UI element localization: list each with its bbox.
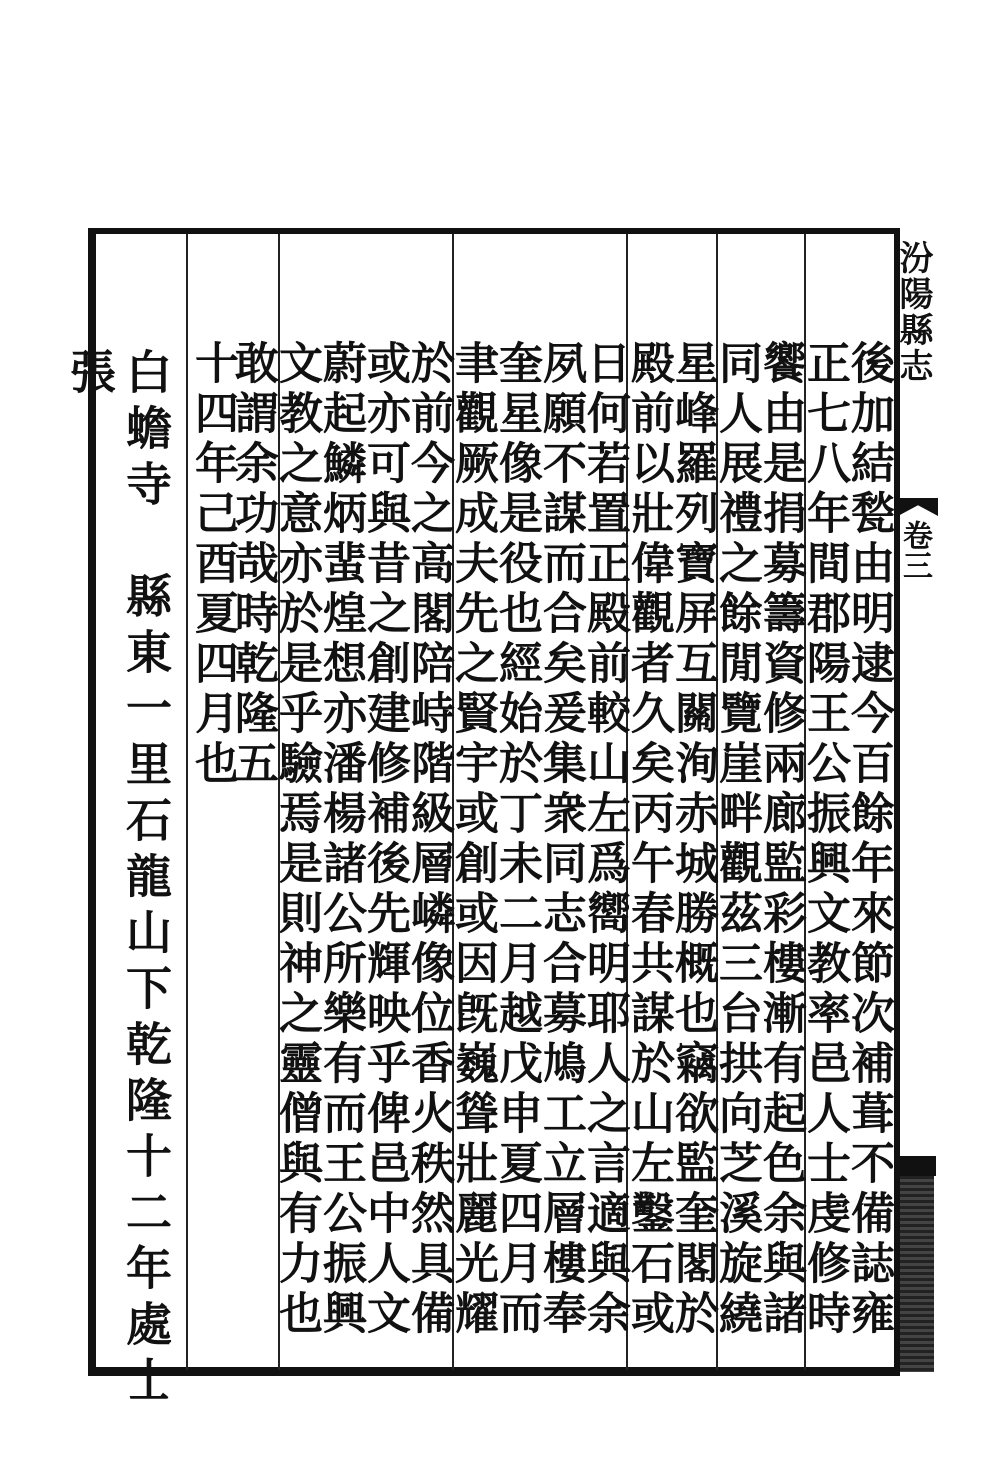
book-title: 汾陽縣志 bbox=[893, 240, 933, 384]
text-column: 殿前以壯偉觀者久矣丙午春共謀於山左鑿石或 bbox=[623, 340, 674, 1340]
text-column: 日何若置正殿前較山左爲嚮明耶人之言適與余 bbox=[579, 340, 630, 1340]
fishtail-mark bbox=[898, 498, 938, 516]
text-column: 十四年己酉夏四月也 bbox=[187, 340, 238, 790]
juan-number: 卷三 bbox=[897, 520, 932, 580]
margin-bar bbox=[900, 1176, 934, 1372]
text-column: 奎星像是役也經始於丁未二月越戊申夏四月而 bbox=[491, 340, 542, 1340]
text-column: 聿觀厥成夫先之賢宇或創或因旣巍聳壯麗光耀 bbox=[447, 340, 498, 1340]
text-column: 蔚起鱗炳蜚煌想亦潘楊諸公所樂有而王公振興 bbox=[315, 340, 366, 1340]
text-column: 於前今之高閣陪峙階級層嶙像位香火秩然具備 bbox=[403, 340, 454, 1340]
text-column: 文教之意亦於是乎驗焉是則神之靈僧與有力也 bbox=[271, 340, 322, 1340]
text-column: 同人展禮之餘閒覽崖畔觀茲三台拱向芝溪旋繞 bbox=[711, 340, 762, 1340]
text-column: 夙願不謀而合矣爰集衆同志合募鳩工立層樓奉 bbox=[535, 340, 586, 1340]
fishtail-mark bbox=[900, 1156, 936, 1176]
text-column: 或亦可與昔之創建修補後先輝映乎俾邑中人文 bbox=[359, 340, 410, 1340]
text-column: 饗由是捐募籌資修兩廊監彩樓漸有起色余與諸 bbox=[755, 340, 806, 1340]
entry-column: 白蟾寺 縣東一里石龍山下乾隆十二年處士張 bbox=[63, 348, 173, 1412]
text-column: 正七八年間郡陽王公振興文教率邑人士虔修時 bbox=[799, 340, 850, 1340]
text-column: 星峰羅列寶屏互關洵赤城勝概也竊欲監奎閣於 bbox=[667, 340, 718, 1340]
text-column: 敢謂余功哉時乾隆五 bbox=[227, 340, 278, 790]
text-column: 後加結甃由明逮今百餘年來節次補葺不備誌雍 bbox=[843, 340, 894, 1340]
